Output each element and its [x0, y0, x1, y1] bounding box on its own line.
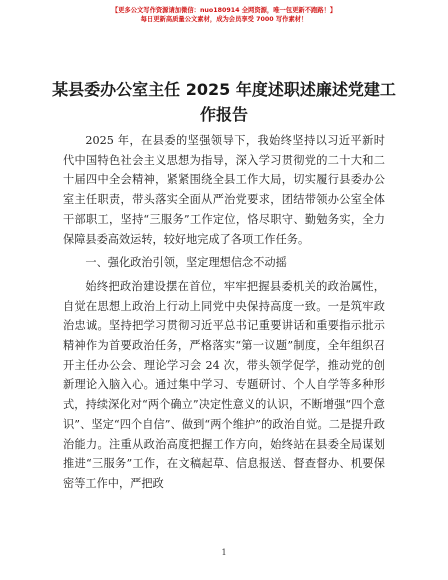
intro-paragraph: 2025 年，在县委的坚强领导下，我始终坚持以习近平新时代中国特色社会主义思想为指导，深入学习贯彻党的二十大和二十届四中全会精神，紧紧围绕全县工作大局，切实履行县委办公室主任职责，带头落实全面从严治党要求，团结带领办公室全体干部职工，坚持“三服务”工作定位，恪尽职守、勤勉务实，全力保障县委高效运转，较好地完成了各项工作任务。 [63, 134, 385, 246]
page-number: 1 [221, 548, 227, 557]
document-body [63, 131, 385, 494]
section-heading-1: 一、强化政治引领，坚定理想信念不动摇 [85, 256, 287, 270]
document-title: 某县委办公室主任 2025 年度述职述廉述党建工作报告 [52, 80, 396, 124]
section-1-paragraph: 始终把政治建设摆在首位，牢牢把握县委机关的政治属性，自觉在思想上政治上行动上同党中央保持高度一致。一是筑牢政治忠诚。坚持把学习贯彻习近平总书记重要讲话和重要指示批示精神作为首要政治任务，严格落实“第一议题”制度，全年组织召开主任办公会、理论学习会 24 次，带头领学促学，推动党的创新理论入脑入心。通过集中学习、专题研讨、个人自学等多种形式，持续深化对“两个确立”决定性意义的认识，不断增强“四个意识”、坚定“四个自信”、做到“两个维护”的政治自觉。二是提升政治能力。注重从政治高度把握工作方向，始终站在县委全局谋划推进“三服务”工作，在文稿起草、信息报送、督查督办、机要保密等工作中，严把政 [63, 279, 385, 490]
promo-banner [40, 6, 408, 24]
promo-banner-line-2: 每日更新高质量公文素材，成为会员享受 7000 写作素材！ [140, 16, 308, 23]
promo-banner-line-1: 【更多公文写作资源请加微信：nuo180914 全网资源，唯一包更新不跑路！】 [111, 7, 337, 14]
